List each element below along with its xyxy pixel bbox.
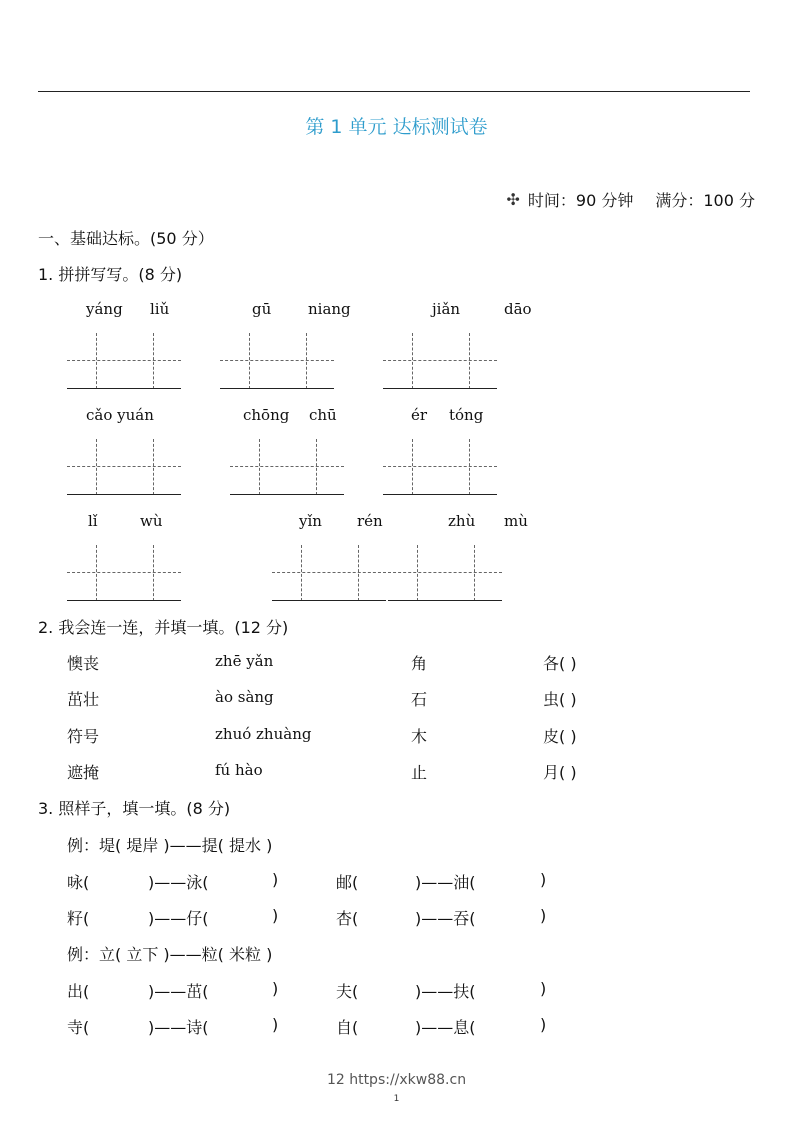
pinyin-text: rén <box>357 512 383 530</box>
match-pinyin[interactable]: zhuó zhuàng <box>215 725 312 743</box>
fill-char[interactable]: ) <box>272 906 279 925</box>
example-line: 例：堤( 堤岸 )——提( 提水 ) <box>67 836 273 855</box>
pinyin-text: niang <box>308 300 351 318</box>
question-3-label: 3. 照样子，填一填。(8 分) <box>38 799 231 818</box>
pinyin-text: ér <box>411 406 428 424</box>
writing-grid[interactable] <box>383 439 497 495</box>
fill-blank[interactable]: 月( ) <box>543 763 577 782</box>
pinyin-text: tóng <box>449 406 484 424</box>
fill-char[interactable]: ) <box>540 979 547 998</box>
fill-char[interactable]: ) <box>540 906 547 925</box>
fill-char[interactable]: )——仔( <box>148 909 209 928</box>
match-word[interactable]: 遮掩 <box>67 763 100 782</box>
writing-grid[interactable] <box>67 545 181 601</box>
fill-char[interactable]: 出( <box>67 982 90 1001</box>
writing-grid[interactable] <box>67 333 181 389</box>
pinyin-text: liǔ <box>150 300 170 318</box>
fill-char[interactable]: )——息( <box>415 1018 476 1037</box>
fill-char[interactable]: )——泳( <box>148 873 209 892</box>
pinyin-text: yǐn <box>299 512 322 530</box>
question-2-label: 2. 我会连一连，并填一填。(12 分) <box>38 618 289 637</box>
writing-grid[interactable] <box>383 333 497 389</box>
fill-blank[interactable]: 虫( ) <box>543 690 577 709</box>
fill-char[interactable]: 籽( <box>67 909 90 928</box>
radical-part[interactable]: 角 <box>411 654 428 673</box>
example-line: 例：立( 立下 )——粒( 米粒 ) <box>67 945 273 964</box>
writing-grid[interactable] <box>67 439 181 495</box>
radical-part[interactable]: 木 <box>411 727 428 746</box>
pinyin-text: mù <box>504 512 528 530</box>
pinyin-text: jiǎn <box>432 300 461 318</box>
writing-grid[interactable] <box>230 439 344 495</box>
fill-char[interactable]: )——扶( <box>415 982 476 1001</box>
fill-blank[interactable]: 各( ) <box>543 654 577 673</box>
fill-char[interactable]: ) <box>540 870 547 889</box>
full-score: 满分：100 分 <box>655 191 755 210</box>
match-pinyin[interactable]: ào sàng <box>215 688 274 706</box>
top-rule <box>38 91 750 92</box>
radical-part[interactable]: 止 <box>411 763 428 782</box>
pinyin-text: gū <box>252 300 272 318</box>
pinyin-text: yáng <box>86 300 123 318</box>
fill-char[interactable]: )——吞( <box>415 909 476 928</box>
pinyin-text: chū <box>309 406 337 424</box>
fill-char[interactable]: 自( <box>336 1018 359 1037</box>
pinyin-text: lǐ <box>88 512 98 530</box>
fill-char[interactable]: )——茁( <box>148 982 209 1001</box>
section-heading: 一、基础达标。(50 分） <box>38 229 214 248</box>
pinyin-text: wù <box>140 512 163 530</box>
fill-char[interactable]: ) <box>272 979 279 998</box>
pinyin-text: chōng <box>243 406 290 424</box>
match-word[interactable]: 符号 <box>67 727 100 746</box>
match-word[interactable]: 茁壮 <box>67 690 100 709</box>
writing-grid[interactable] <box>220 333 334 389</box>
pinyin-text: dāo <box>504 300 532 318</box>
fill-char[interactable]: 夫( <box>336 982 359 1001</box>
time-limit: 时间：90 分钟 <box>527 191 634 210</box>
pinyin-text: zhù <box>448 512 476 530</box>
fill-char[interactable]: )——诗( <box>148 1018 209 1037</box>
puzzle-icon: ✣ <box>506 190 520 209</box>
match-pinyin[interactable]: zhē yǎn <box>215 652 274 670</box>
fill-blank[interactable]: 皮( ) <box>543 727 577 746</box>
match-word[interactable]: 懊丧 <box>67 654 100 673</box>
question-1-label: 1. 拼拼写写。(8 分) <box>38 265 183 284</box>
writing-grid[interactable] <box>388 545 502 601</box>
pinyin-text: cǎo yuán <box>86 406 154 424</box>
page-number: 1 <box>393 1094 400 1104</box>
fill-char[interactable]: )——油( <box>415 873 476 892</box>
watermark-text: 12 https://xkw88.cn <box>326 1072 467 1088</box>
exam-meta <box>507 188 756 211</box>
fill-char[interactable]: ) <box>272 870 279 889</box>
fill-char[interactable]: ) <box>540 1015 547 1034</box>
match-pinyin[interactable]: fú hào <box>215 761 263 779</box>
fill-char[interactable]: 邮( <box>336 873 359 892</box>
fill-char[interactable]: 杏( <box>336 909 359 928</box>
fill-char[interactable]: ) <box>272 1015 279 1034</box>
radical-part[interactable]: 石 <box>411 690 428 709</box>
writing-grid[interactable] <box>272 545 386 601</box>
fill-char[interactable]: 寺( <box>67 1018 90 1037</box>
page-title: 第 1 单元 达标测试卷 <box>305 116 488 138</box>
fill-char[interactable]: 咏( <box>67 873 90 892</box>
